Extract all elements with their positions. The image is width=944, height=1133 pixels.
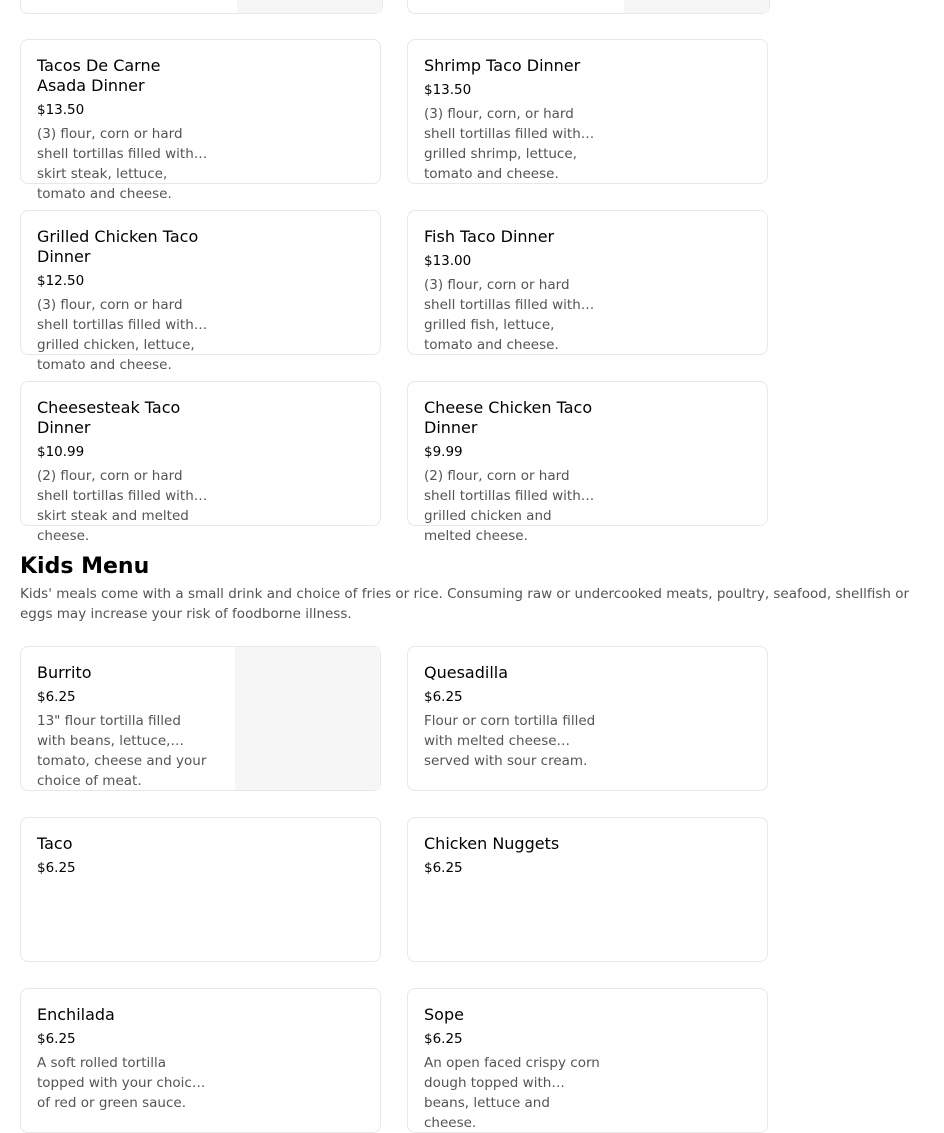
menu-item-card[interactable]	[20, 381, 381, 544]
item-title: Quesadilla	[424, 663, 509, 682]
item-price: $6.25	[37, 689, 76, 705]
section-title: Kids Menu	[20, 554, 150, 579]
item-title: Chicken Nuggets	[424, 834, 560, 853]
item-title: Grilled Chicken Taco Dinner	[37, 227, 199, 266]
item-image-placeholder	[624, 0, 769, 13]
item-description: (3) flour, corn, or hard shell tortillas filled with grilled shrimp, lettuce, tomato and cheese.	[424, 106, 581, 182]
menu-item-card[interactable]	[20, 646, 381, 791]
item-price: $6.25	[37, 860, 76, 876]
item-title: Cheese Chicken Taco Dinner	[424, 398, 593, 437]
item-description: Flour or corn tortilla filled with melted cheese served with sour cream.	[424, 713, 596, 769]
item-image-placeholder	[235, 647, 380, 790]
item-description: 13" flour tortilla filled with beans, lettuce, tomato, cheese and your choice of meat.	[37, 713, 207, 789]
section-description: Kids' meals come with a small drink and choice of fries or rice. Consuming raw or undercooked meats, poultry, seafood, shellfish or eggs may increase your risk of foodborne illness.	[20, 586, 910, 622]
menu-item-card-partial[interactable]	[407, 0, 770, 14]
item-price: $6.25	[37, 1031, 76, 1047]
item-title: Cheesesteak Taco Dinner	[37, 398, 181, 437]
menu-item-card-partial[interactable]	[20, 0, 383, 14]
item-description: (3) flour, corn or hard shell tortillas filled with skirt steak, lettuce, tomato and cheese.	[37, 126, 194, 202]
menu-item-card[interactable]	[20, 210, 381, 373]
item-price: $13.00	[424, 253, 472, 269]
menu-item-card[interactable]	[407, 39, 768, 184]
item-title: Fish Taco Dinner	[424, 227, 555, 246]
item-title: Taco	[37, 834, 73, 853]
item-description: A soft rolled tortilla topped with your choice of red or green sauce.	[37, 1055, 201, 1111]
menu-item-card[interactable]	[407, 646, 768, 791]
item-price: $10.99	[37, 444, 85, 460]
item-image-placeholder	[237, 0, 382, 13]
item-description: (2) flour, corn or hard shell tortillas filled with skirt steak and melted cheese.	[37, 468, 194, 544]
menu-item-card[interactable]	[407, 210, 768, 355]
item-description: (2) flour, corn or hard shell tortillas filled with grilled chicken and melted cheese.	[424, 468, 581, 544]
menu-item-card[interactable]	[407, 817, 768, 962]
item-price: $6.25	[424, 860, 463, 876]
item-title: Sope	[424, 1005, 464, 1024]
item-price: $12.50	[37, 273, 85, 289]
menu-item-card[interactable]	[20, 817, 381, 962]
item-price: $6.25	[424, 1031, 463, 1047]
item-description: (3) flour, corn or hard shell tortillas filled with grilled chicken, lettuce, tomato and cheese.	[37, 297, 195, 373]
item-price: $6.25	[424, 689, 463, 705]
item-price: $13.50	[37, 102, 85, 118]
menu-item-card[interactable]	[20, 39, 381, 202]
item-title: Tacos De Carne Asada Dinner	[37, 56, 161, 95]
item-title: Burrito	[37, 663, 92, 682]
item-description: An open faced crispy corn dough topped with beans, lettuce and cheese.	[424, 1055, 600, 1131]
item-price: $9.99	[424, 444, 463, 460]
item-description: (3) flour, corn or hard shell tortillas filled with grilled fish, lettuce, tomato and cheese.	[424, 277, 581, 353]
menu-item-card[interactable]	[20, 988, 381, 1133]
menu-item-card[interactable]	[407, 381, 768, 544]
item-title: Enchilada	[37, 1005, 115, 1024]
item-title: Shrimp Taco Dinner	[424, 56, 581, 75]
item-price: $13.50	[424, 82, 472, 98]
menu-item-card[interactable]	[407, 988, 768, 1133]
